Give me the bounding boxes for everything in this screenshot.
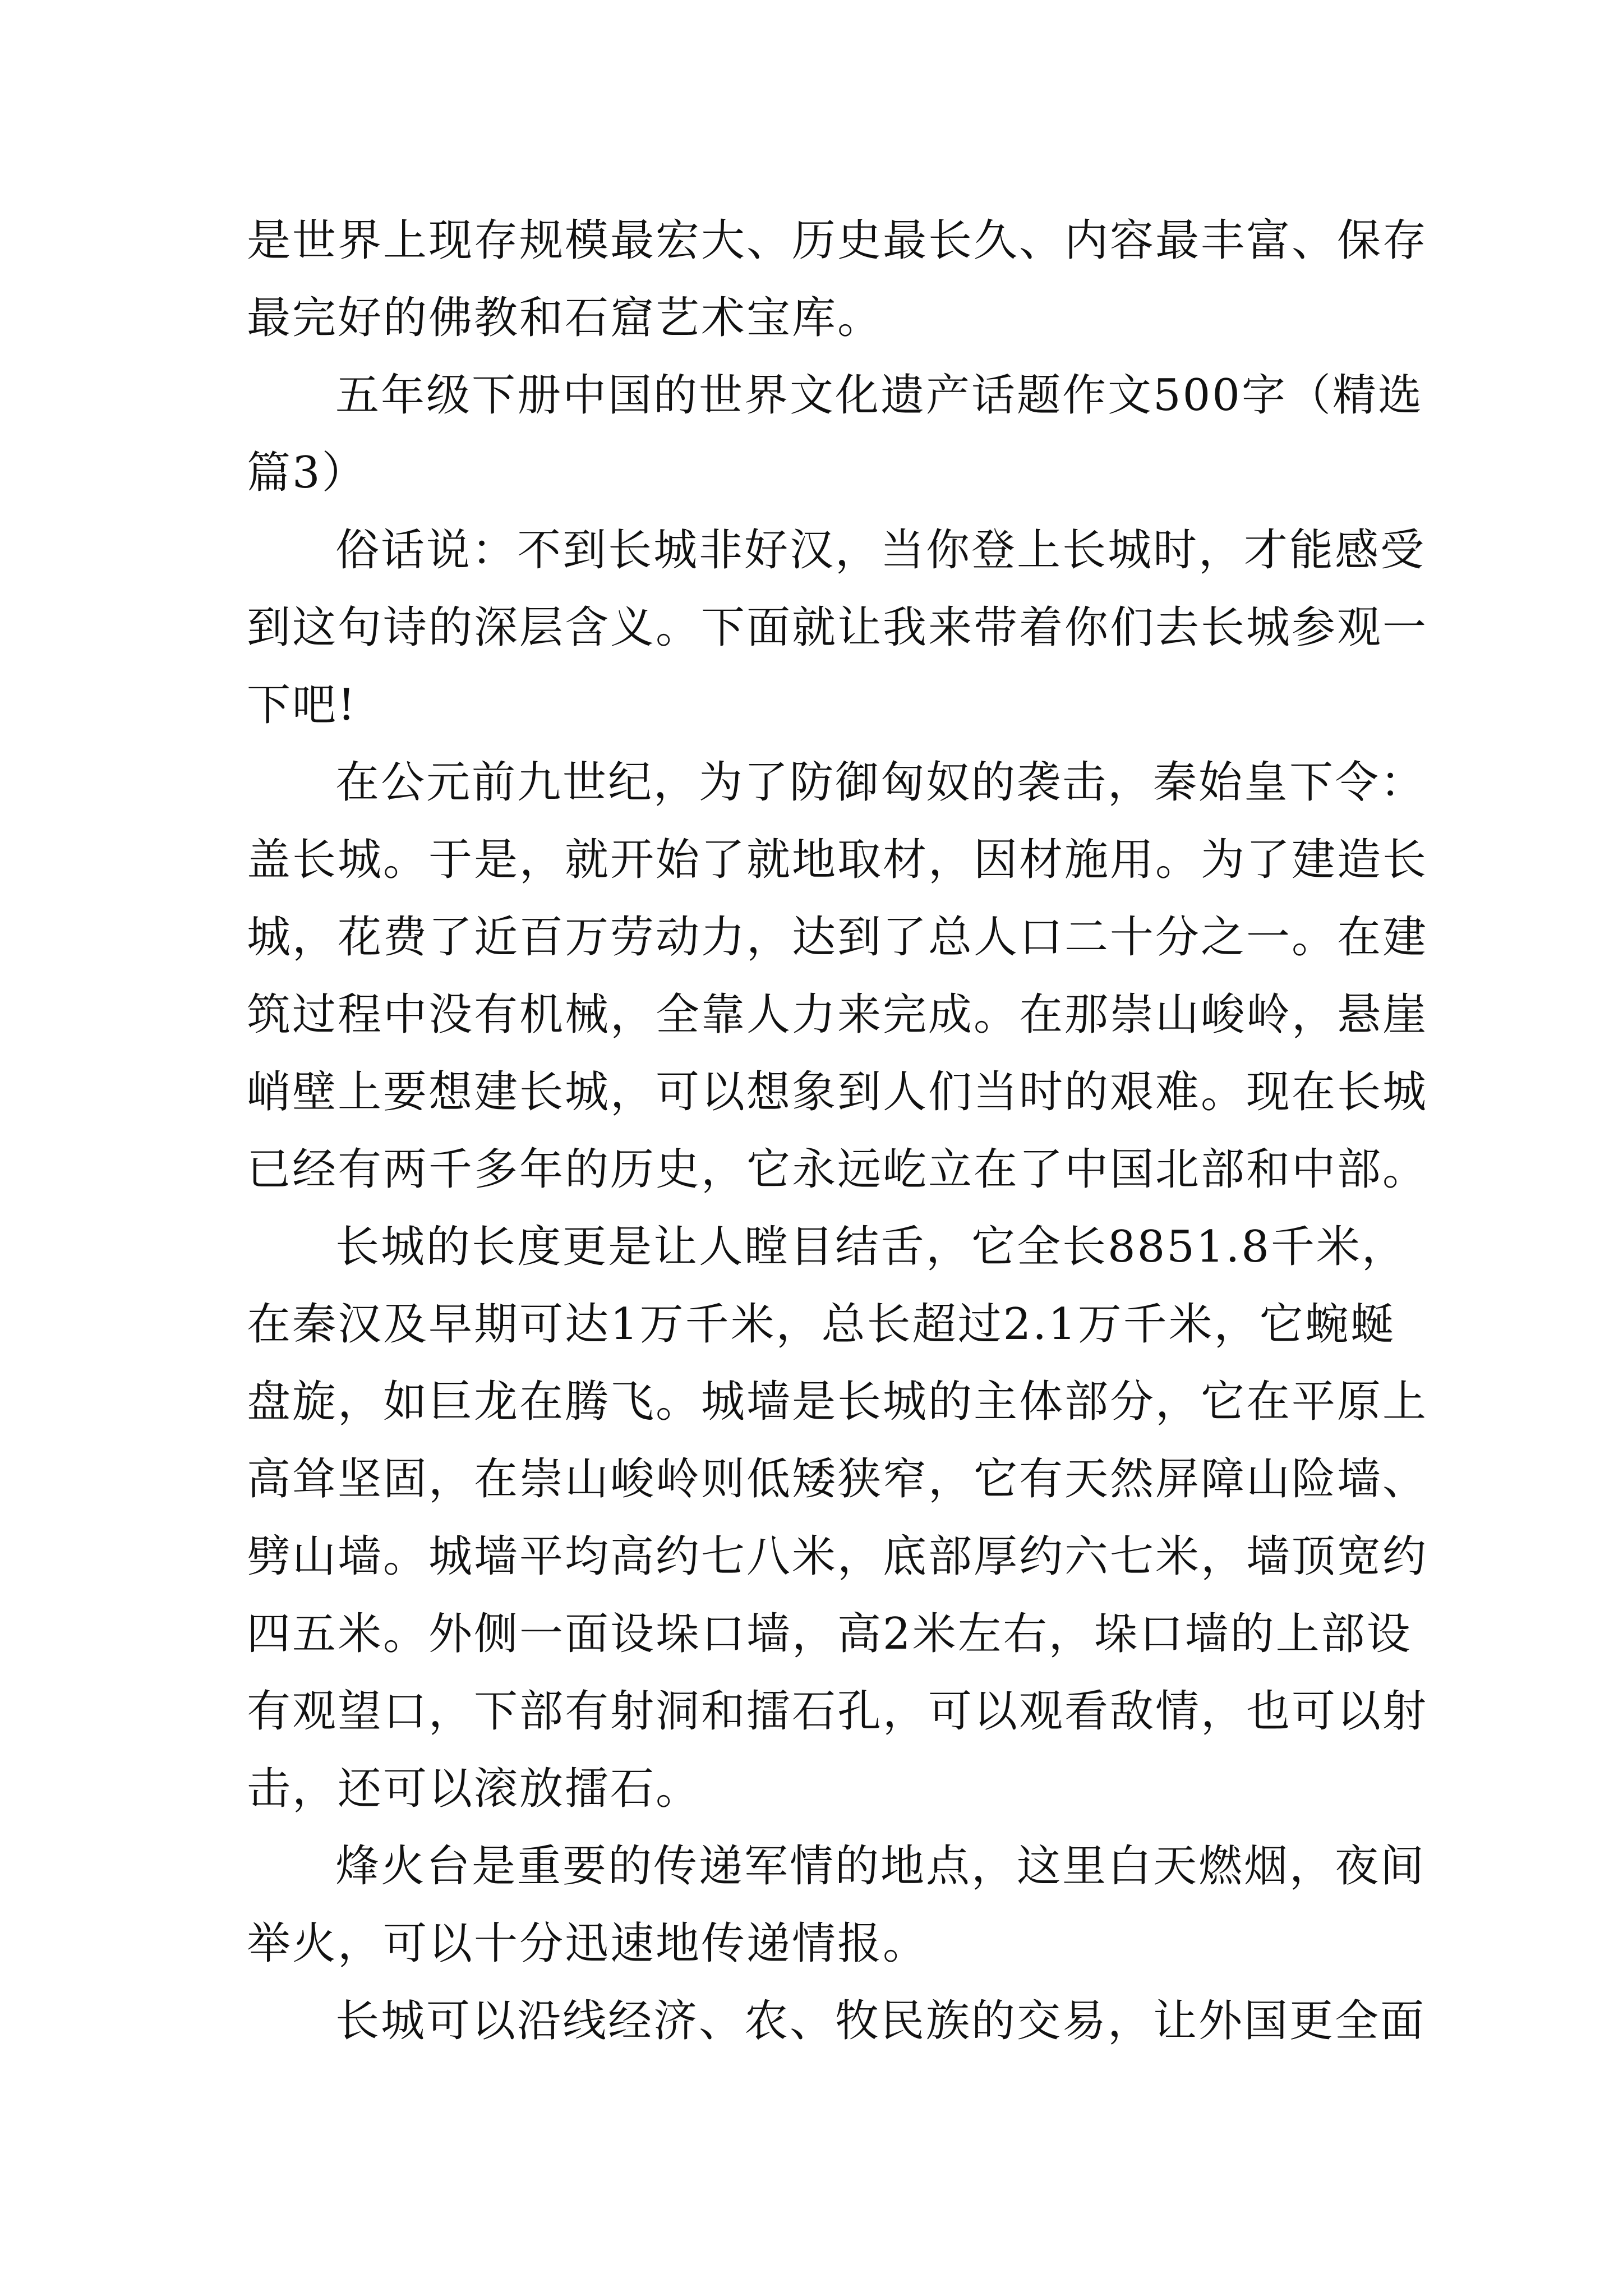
text-line: 到这句诗的深层含义。下面就让我来带着你们去长城参观一 [247, 602, 1428, 653]
text-line: 在秦汉及早期可达1万千米，总长超过2.1万千米，它蜿蜒 [247, 1299, 1396, 1350]
essay-text [247, 202, 1428, 2060]
text-line: 劈山墙。城墙平均高约七八米，底部厚约六七米，墙顶宽约 [247, 1531, 1428, 1582]
text-line: 举火，可以十分迅速地传递情报。 [247, 1918, 929, 1969]
text-line: 俗话说：不到长城非好汉，当你登上长城时，才能感受 [335, 525, 1426, 576]
text-line: 峭壁上要想建长城，可以想象到人们当时的艰难。现在长城 [247, 1067, 1428, 1117]
essay-title-line: 五年级下册中国的世界文化遗产话题作文500字（精选 [335, 370, 1423, 421]
text-line: 是世界上现存规模最宏大、历史最长久、内容最丰富、保存 [247, 215, 1428, 266]
text-line: 城，花费了近百万劳动力，达到了总人口二十分之一。在建 [247, 912, 1428, 963]
text-line: 长城的长度更是让人瞠目结舌，它全长8851.8千米， [335, 1222, 1407, 1272]
text-line: 最完好的佛教和石窟艺术宝库。 [247, 293, 883, 343]
text-line: 高耸坚固，在崇山峻岭则低矮狭窄，它有天然屏障山险墙、 [247, 1454, 1428, 1504]
text-line: 击，还可以滚放擂石。 [247, 1764, 702, 1814]
text-line: 已经有两千多年的历史，它永远屹立在了中国北部和中部。 [247, 1144, 1428, 1195]
essay-title-line: 篇3） [247, 448, 367, 498]
text-line: 在公元前九世纪，为了防御匈奴的袭击，秦始皇下令： [335, 757, 1426, 808]
text-line: 四五米。外侧一面设垛口墙，高2米左右，垛口墙的上部设 [247, 1609, 1412, 1659]
text-line: 长城可以沿线经济、农、牧民族的交易，让外国更全面 [335, 1996, 1426, 2046]
text-line: 盖长城。于是，就开始了就地取材，因材施用。为了建造长 [247, 835, 1428, 885]
text-line: 烽火台是重要的传递军情的地点，这里白天燃烟，夜间 [335, 1841, 1426, 1892]
text-line: 有观望口，下部有射洞和擂石孔，可以观看敌情，也可以射 [247, 1686, 1428, 1737]
text-line: 下吧! [247, 680, 357, 730]
text-line: 盘旋，如巨龙在腾飞。城墙是长城的主体部分，它在平原上 [247, 1377, 1428, 1427]
text-line: 筑过程中没有机械，全靠人力来完成。在那崇山峻岭，悬崖 [247, 990, 1428, 1040]
